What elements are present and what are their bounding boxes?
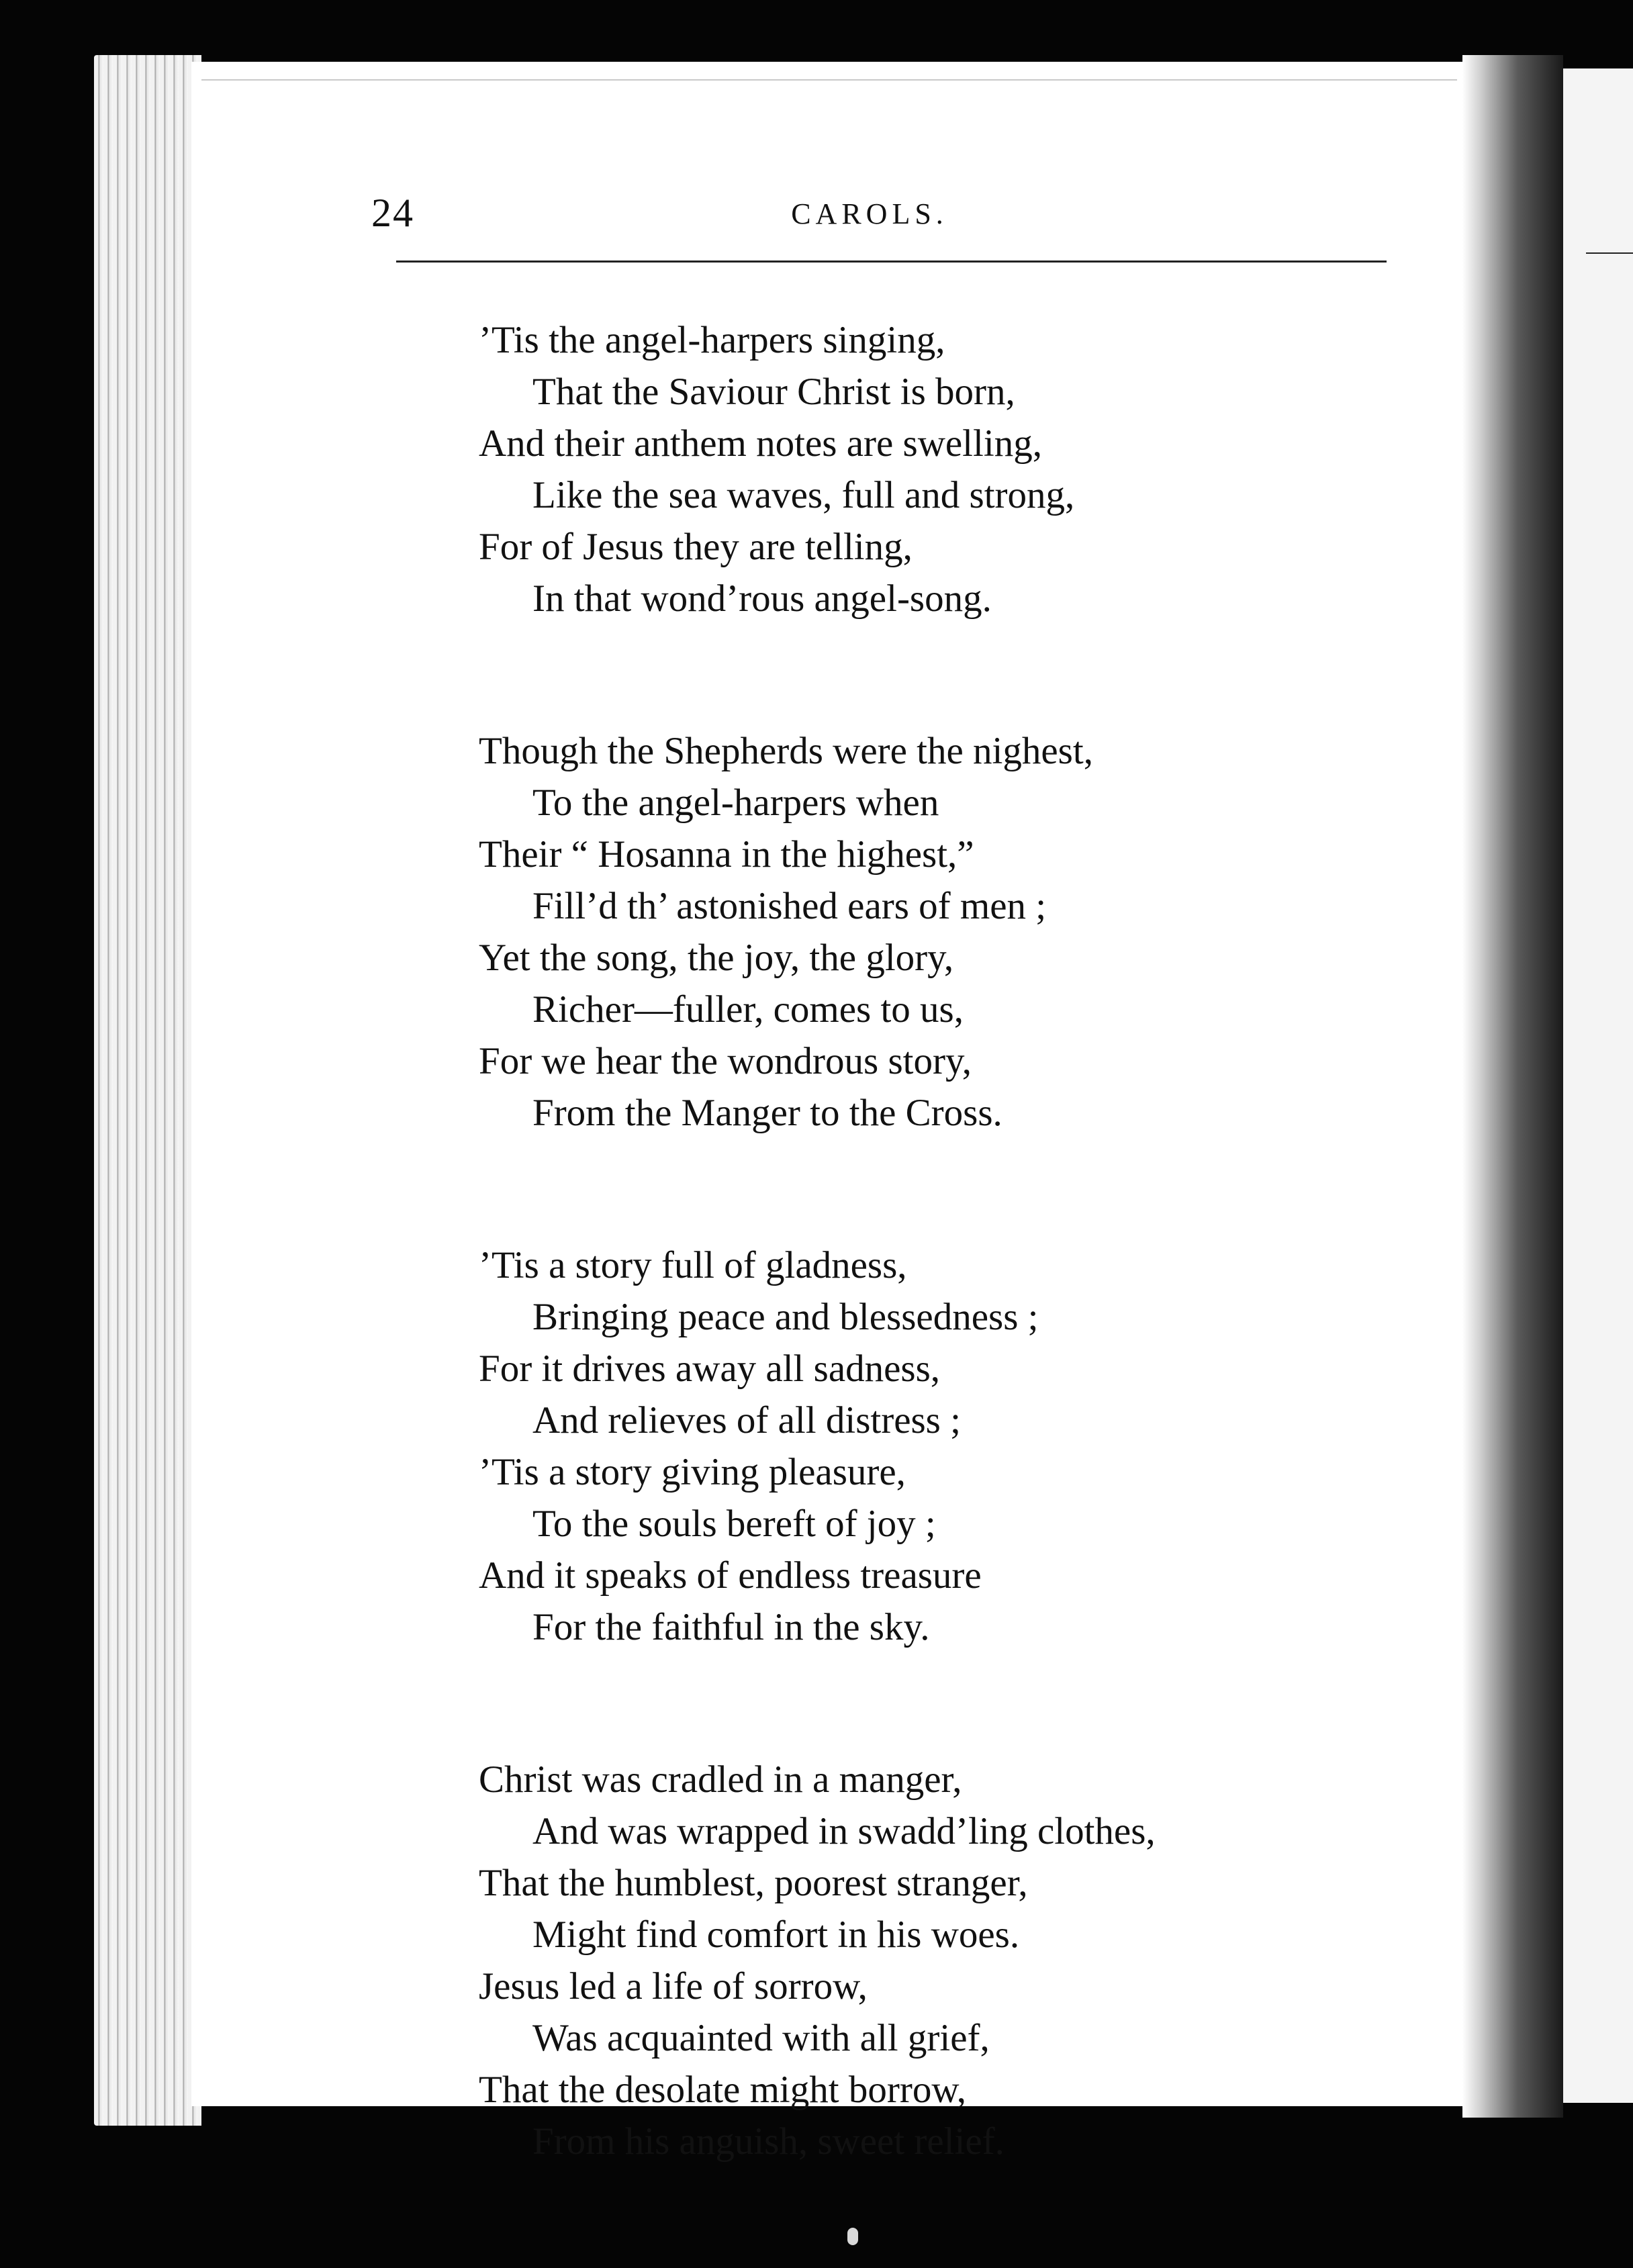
header-rule — [396, 261, 1387, 263]
poem-line: That the desolate might borrow, — [479, 2069, 967, 2111]
stanza-3 — [479, 1239, 1419, 1653]
poem-line: And it speaks of endless treasure — [479, 1554, 982, 1597]
poem-line: To the angel-harpers when — [532, 782, 939, 824]
facing-page-rule — [1586, 252, 1633, 254]
book-page-edges — [94, 55, 201, 2126]
poem-line: From the Manger to the Cross. — [532, 1092, 1002, 1134]
poem-line: For of Jesus they are telling, — [479, 526, 913, 568]
poem-line: For we hear the wondrous story, — [479, 1040, 972, 1082]
poem-line: In that wond’rous angel-song. — [532, 577, 992, 620]
running-head: CAROLS. — [791, 197, 948, 230]
poem-line: To the souls bereft of joy ; — [532, 1503, 936, 1545]
poem-line: Jesus led a life of sorrow, — [479, 1965, 868, 2007]
poem-line: Richer—fuller, comes to us, — [532, 988, 964, 1031]
poem-line: Christ was cradled in a manger, — [479, 1758, 962, 1801]
poem-line: Might find comfort in his woes. — [532, 1913, 1020, 1956]
poem-line: That the Saviour Christ is born, — [532, 371, 1015, 413]
poem-line: For it drives away all sadness, — [479, 1348, 941, 1390]
scan-artifact — [847, 2228, 858, 2245]
facing-page-edge — [1563, 68, 1633, 2103]
stanza-4 — [479, 1754, 1419, 2167]
poem-line: ’Tis the angel-harpers singing, — [479, 319, 945, 361]
poem-line: That the humblest, poorest stranger, — [479, 1862, 1028, 1904]
poem-line: Was acquainted with all grief, — [532, 2017, 990, 2059]
poem-line: Like the sea waves, full and strong, — [532, 474, 1075, 516]
book-gutter-shadow — [1462, 55, 1563, 2118]
poem-line: And their anthem notes are swelling, — [479, 422, 1042, 465]
poem-line: Though the Shepherds were the nighest, — [479, 730, 1093, 772]
poem-line: For the faithful in the sky. — [532, 1606, 930, 1648]
poem-line: And was wrapped in swadd’ling clothes, — [532, 1810, 1156, 1852]
poem-line: Bringing peace and blessedness ; — [532, 1296, 1039, 1338]
page-top-edge-line — [201, 79, 1457, 81]
poem-line: Fill’d th’ astonished ears of men ; — [532, 885, 1047, 927]
poem-line: Their “ Hosanna in the highest,” — [479, 833, 974, 876]
poem-line: ’Tis a story giving pleasure, — [479, 1451, 906, 1493]
poem-line: And relieves of all distress ; — [532, 1399, 961, 1442]
poem-line: ’Tis a story full of gladness, — [479, 1244, 907, 1286]
page-number: 24 — [371, 191, 414, 235]
poem-body — [479, 314, 1419, 2268]
stanza-2 — [479, 725, 1419, 1139]
stanza-1 — [479, 314, 1419, 624]
poem-line: From his anguish, sweet relief. — [532, 2120, 1005, 2163]
poem-line: Yet the song, the joy, the glory, — [479, 937, 954, 979]
